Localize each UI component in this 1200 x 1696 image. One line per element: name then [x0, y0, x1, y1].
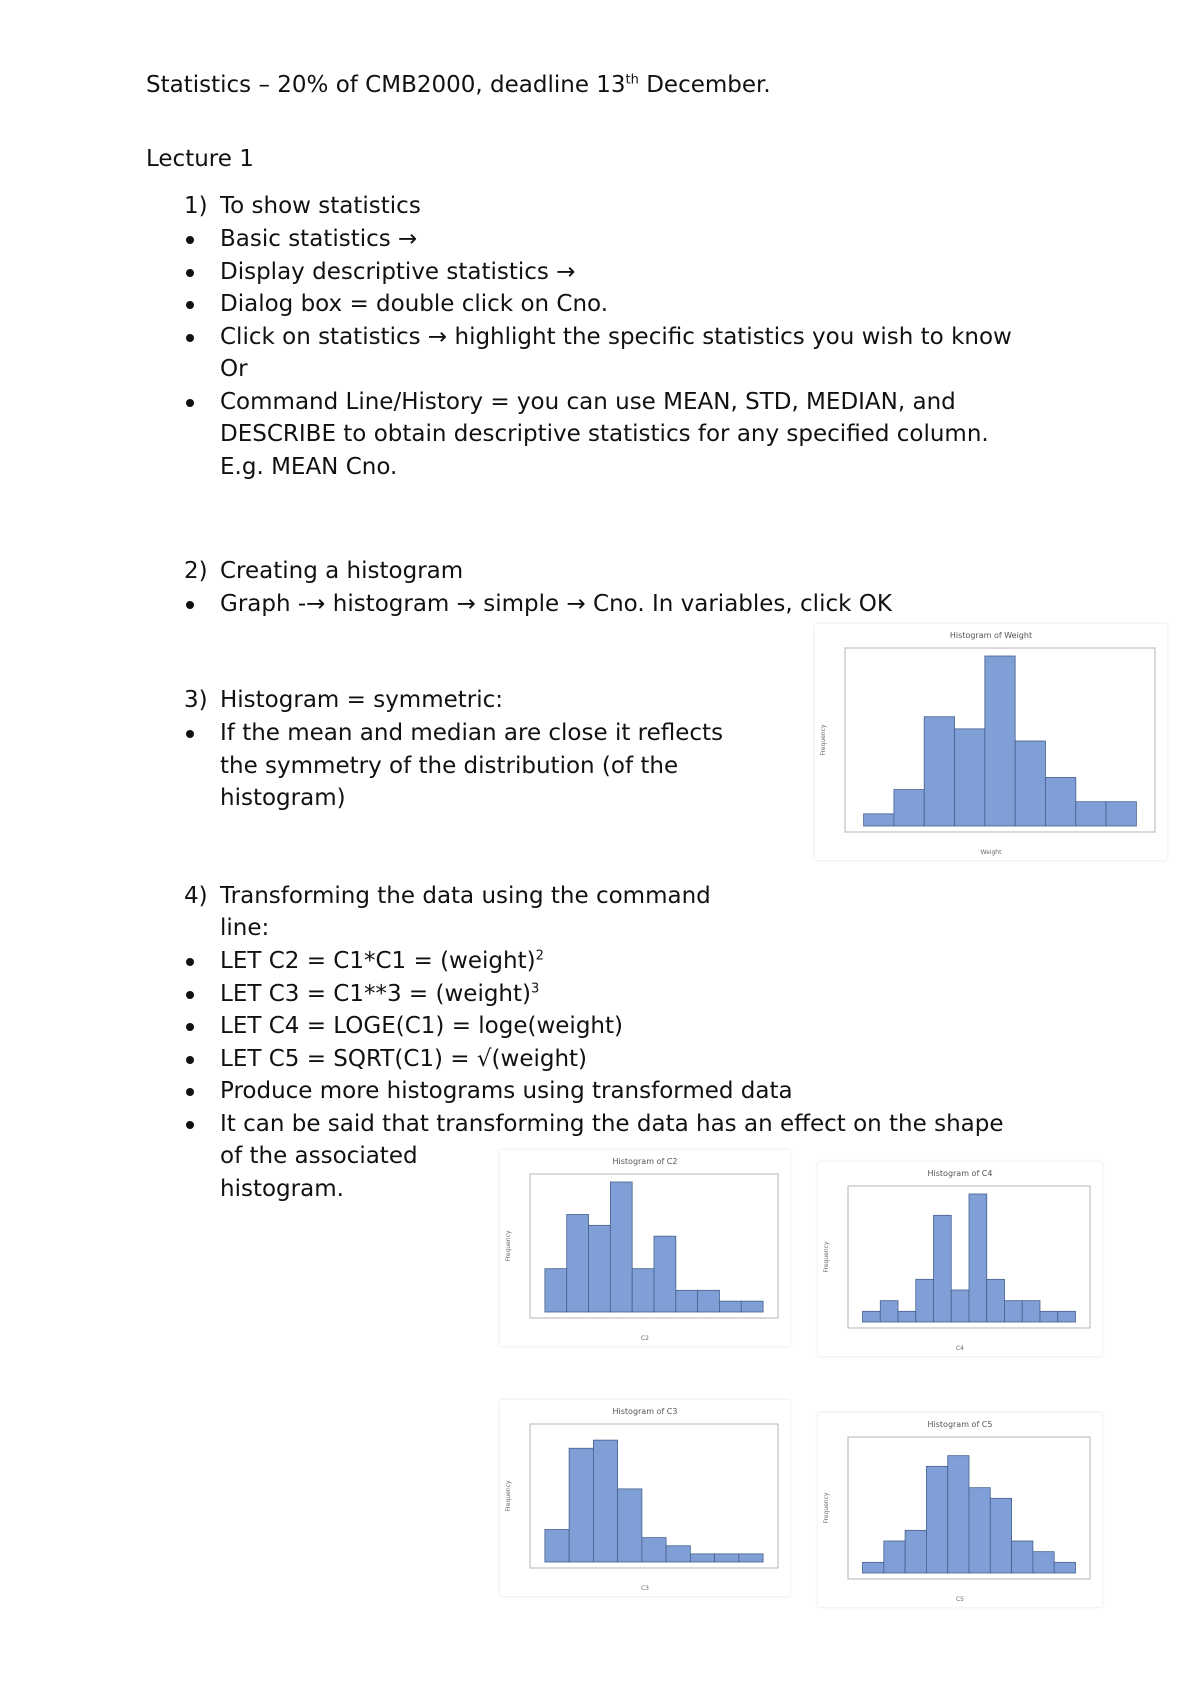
- histogram-c4: [818, 1162, 1102, 1356]
- histogram-bar: [926, 1466, 947, 1573]
- histogram-bar: [863, 1311, 881, 1322]
- histogram-bar: [610, 1182, 632, 1312]
- histogram-bar: [898, 1311, 916, 1322]
- histogram-bar: [567, 1215, 589, 1313]
- histogram-bar: [1058, 1311, 1076, 1322]
- histogram-svg: [818, 1162, 1102, 1356]
- list-item: LET C2 = C1*C1 = (weight)$^2$: [184, 945, 1004, 978]
- histogram-bar: [894, 790, 924, 826]
- histogram-bar: [719, 1301, 741, 1312]
- list-item: Click on statistics → highlight the specific statistics you wish to know Or: [184, 321, 1012, 386]
- histogram-bar: [916, 1279, 934, 1322]
- histogram-bar: [676, 1290, 698, 1312]
- y-axis-label: Frequency: [820, 724, 827, 756]
- histogram-bar: [969, 1488, 990, 1573]
- list-item: Basic statistics →: [184, 223, 1012, 256]
- list-item: If the mean and median are close it reflects the symmetry of the distribution (of the histogram): [184, 717, 723, 815]
- histogram-bar: [864, 814, 894, 826]
- list-item: Dialog box = double click on Cno.: [184, 288, 1012, 321]
- x-axis-label: C2: [640, 1335, 650, 1342]
- histogram-bar: [863, 1562, 884, 1573]
- list-item: Display descriptive statistics →: [184, 256, 1012, 289]
- section-3-list: [184, 717, 723, 815]
- chart-title: Histogram of C3: [612, 1407, 678, 1416]
- histogram-svg: [818, 1413, 1102, 1607]
- x-axis-label: Weight: [980, 849, 1002, 856]
- list-item: Graph -→ histogram → simple → Cno. In variables, click OK: [184, 588, 892, 621]
- histogram-bar: [924, 717, 954, 826]
- x-axis-label: C3: [640, 1585, 650, 1592]
- histogram-bar: [990, 1498, 1011, 1573]
- histogram-weight: [815, 624, 1167, 860]
- histogram-bar: [1033, 1552, 1054, 1573]
- histogram-bar: [1022, 1301, 1040, 1322]
- list-item: Command Line/History = you can use MEAN, STD, MEDIAN, and DESCRIBE to obtain descriptive statistics for any specified column. E.g. MEAN Cno.: [184, 386, 1012, 484]
- histogram-bar: [987, 1279, 1005, 1322]
- y-axis-label: Frequency: [823, 1241, 830, 1273]
- histogram-bar: [739, 1554, 763, 1562]
- histogram-bar: [654, 1236, 676, 1312]
- histogram-c2: [500, 1150, 790, 1346]
- histogram-c3: [500, 1400, 790, 1596]
- histogram-bar: [884, 1541, 905, 1573]
- histogram-bar: [951, 1290, 969, 1322]
- histogram-bar: [545, 1530, 569, 1563]
- histogram-bar: [985, 656, 1015, 826]
- histogram-bar: [1015, 741, 1045, 826]
- y-axis-label: Frequency: [505, 1230, 512, 1262]
- histogram-bar: [955, 729, 985, 826]
- histogram-bar: [1045, 777, 1075, 826]
- histogram-bar: [690, 1554, 714, 1562]
- section-2-list: [184, 588, 892, 621]
- histogram-bar: [666, 1546, 690, 1562]
- histogram-bar: [642, 1538, 666, 1562]
- histogram-bar: [969, 1194, 987, 1322]
- list-item: LET C5 = SQRT(C1) = √(weight): [184, 1043, 1004, 1076]
- histogram-svg: [500, 1150, 790, 1346]
- histogram-bar: [948, 1456, 969, 1573]
- histogram-bar: [1076, 802, 1106, 826]
- histogram-c5: [818, 1413, 1102, 1607]
- histogram-bar: [1106, 802, 1136, 826]
- histogram-bar: [1004, 1301, 1022, 1322]
- histogram-bar: [618, 1489, 642, 1562]
- chart-title: Histogram of Weight: [949, 631, 1033, 640]
- histogram-bar: [880, 1301, 898, 1322]
- y-axis-label: Frequency: [505, 1480, 512, 1512]
- histogram-bar: [1054, 1562, 1075, 1573]
- histogram-bar: [569, 1448, 593, 1562]
- histogram-bar: [1040, 1311, 1058, 1322]
- chart-title: Histogram of C2: [612, 1157, 678, 1166]
- x-axis-label: C5: [955, 1596, 965, 1603]
- document-page: Statistics – 20% of CMB2000, deadline 13th December. Lecture 1 1) To show statistics Basic statistics → Display descriptive statistics → Dialog box = double click on Cno. Click on statistics → highlight the specific statistics you wish to know Or Command Line/History = you can use MEAN, STD, MEDIAN, and DESCRIBE to obtain descriptive statistics for any specified column. E.g. MEAN Cno. 2) Creating a histogram Graph -→ histogram → simple → Cno. In variables, click OK 3) Histogram = symmetric: If the mean and median are close it reflects the symmetry of the distribution (of the histogram) 4) Transforming the data using the command line: LET C2 = C1*C1 = (weight)$^2$ LET C3 = C1**3 = (weight)$^3$ LET C4 = LOGE(C1) = loge(weight) LET C5 = SQRT(C1) = √(weight) Produce more histograms using transformed data It can be said that transforming the data has an effect on the shape of the associated histogram. Histogram of Weight Weight Frequency Histogram of C2 C2 Frequency Histogram of C4 C4 Frequency Histogram of C3 C3 Frequency Histogram of C5 C5 Frequency: [0, 0, 1200, 1696]
- list-item: LET C3 = C1**3 = (weight)$^3$: [184, 978, 1004, 1011]
- document-title: Statistics – 20% of CMB2000, deadline 13th December.: [146, 72, 771, 98]
- histogram-svg: [815, 624, 1167, 860]
- lecture-heading: Lecture 1: [146, 146, 254, 172]
- histogram-bar: [545, 1269, 567, 1312]
- histogram-bar: [632, 1269, 654, 1312]
- histogram-bar: [934, 1215, 952, 1322]
- chart-title: Histogram of C4: [927, 1169, 993, 1178]
- list-item: Produce more histograms using transformed data: [184, 1075, 1004, 1108]
- list-item: It can be said that transforming the data has an effect on the shape of the associated histogram.: [184, 1108, 1004, 1206]
- histogram-bar: [1012, 1541, 1033, 1573]
- histogram-bar: [589, 1225, 611, 1312]
- histogram-svg: [500, 1400, 790, 1596]
- list-item: LET C4 = LOGE(C1) = loge(weight): [184, 1010, 1004, 1043]
- x-axis-label: C4: [955, 1345, 965, 1352]
- histogram-bar: [715, 1554, 739, 1562]
- section-1-list: [184, 223, 1012, 483]
- histogram-bar: [741, 1301, 763, 1312]
- chart-title: Histogram of C5: [927, 1420, 993, 1429]
- histogram-bar: [905, 1530, 926, 1573]
- histogram-bar: [593, 1440, 617, 1562]
- histogram-bar: [698, 1290, 720, 1312]
- y-axis-label: Frequency: [823, 1492, 830, 1524]
